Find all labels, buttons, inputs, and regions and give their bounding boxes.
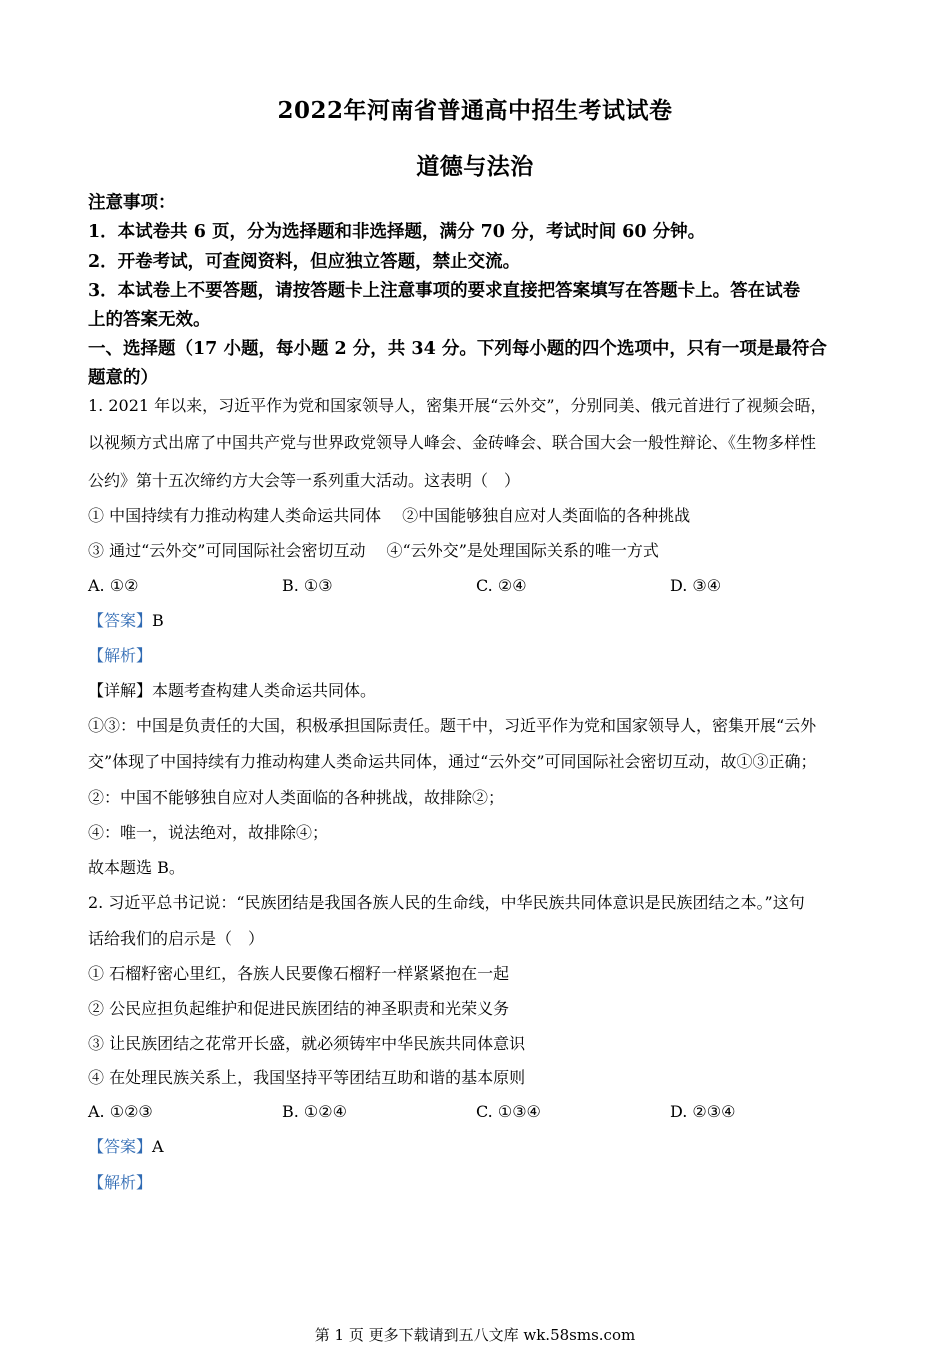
q2-statement-2: ② 公民应担负起维护和促进民族团结的神圣职责和光荣义务 (88, 999, 510, 1018)
page-footer: 第 1 页 更多下载请到五八文库 wk.58sms.com (314, 1326, 636, 1344)
q2-statement-3: ③ 让民族团结之花常开长盛，就必须铸牢中华民族共同体意识 (88, 1034, 526, 1053)
q1-detail-line-6: 故本题选 B。 (88, 858, 185, 877)
answer-tag: 【答案】 (88, 1137, 153, 1156)
q2-analysis-tag: 【解析】 (88, 1173, 153, 1192)
q2-stem-line-1: 2. 习近平总书记说：“民族团结是我国各族人民的生命线，中华民族共同体意识是民族团结之本。”这句 (88, 893, 805, 912)
q1-detail-line-2: ①③：中国是负责任的大国，积极承担国际责任。题干中，习近平作为党和国家领导人，密集开展“云外 (88, 716, 817, 735)
answer-value: B (152, 611, 164, 630)
q1-stem-line-1: 1. 2021 年以来，习近平作为党和国家领导人，密集开展“云外交”，分别同美、俄元首进行了视频会晤， (88, 396, 827, 415)
q2-stem-line-2: 话给我们的启示是（ ） (88, 929, 265, 948)
notice-item-3-line-1: 3．本试卷上不要答题，请按答题卡上注意事项的要求直接把答案填写在答题卡上。答在试卷 (88, 281, 801, 301)
section-heading-line-1: 一、选择题（17 小题，每小题 2 分，共 34 分。下列每小题的四个选项中，只有一项是最符合 (88, 339, 827, 359)
notice-item-2: 2．开卷考试，可查阅资料，但应独立答题，禁止交流。 (88, 252, 521, 272)
exam-title: 2022年河南省普通高中招生考试试卷 (277, 97, 673, 124)
notice-item-3-line-2: 上的答案无效。 (88, 310, 211, 330)
answer-value: A (152, 1137, 164, 1156)
q2-statement-4: ④ 在处理民族关系上，我国坚持平等团结互助和谐的基本原则 (88, 1068, 526, 1087)
q2-statement-1: ① 石榴籽密心里红，各族人民要像石榴籽一样紧紧抱在一起 (88, 964, 510, 983)
q1-analysis-tag: 【解析】 (88, 646, 153, 665)
q1-statements-line-1: ① 中国持续有力推动构建人类命运共同体 ②中国能够独自应对人类面临的各种挑战 (88, 506, 691, 525)
q1-statements-line-2: ③ 通过“云外交”可同国际社会密切互动 ④“云外交”是处理国际关系的唯一方式 (88, 541, 659, 560)
q1-detail-line-1: 【详解】本题考查构建人类命运共同体。 (88, 681, 377, 700)
q1-stem-line-2: 以视频方式出席了中国共产党与世界政党领导人峰会、金砖峰会、联合国大会一般性辩论、《生物多样性 (88, 433, 817, 452)
q1-option-d: D. ③④ (670, 576, 722, 595)
q1-stem-line-3: 公约》第十五次缔约方大会等一系列重大活动。这表明（ ） (88, 471, 521, 490)
q2-option-a: A. ①②③ (88, 1102, 153, 1121)
q1-option-b: B. ①③ (282, 576, 333, 595)
q1-option-a: A. ①② (88, 576, 139, 595)
q2-option-b: B. ①②④ (282, 1102, 347, 1121)
q1-option-c: C. ②④ (476, 576, 527, 595)
q1-detail-line-4: ②：中国不能够独自应对人类面临的各种挑战，故排除②； (88, 788, 505, 807)
q1-detail-line-5: ④：唯一，说法绝对，故排除④； (88, 823, 329, 842)
q2-option-c: C. ①③④ (476, 1102, 541, 1121)
section-heading-line-2: 题意的） (88, 368, 158, 388)
q1-detail-line-3: 交”体现了中国持续有力推动构建人类命运共同体，通过“云外交”可同国际社会密切互动，故①③正确； (88, 752, 817, 771)
notice-item-1: 1．本试卷共 6 页，分为选择题和非选择题，满分 70 分，考试时间 60 分钟。 (88, 222, 706, 242)
q1-answer (88, 611, 164, 631)
notice-heading: 注意事项： (88, 193, 176, 213)
answer-tag: 【答案】 (88, 611, 153, 630)
q2-answer (88, 1137, 164, 1157)
q2-option-d: D. ②③④ (670, 1102, 736, 1121)
subject-title: 道德与法治 (416, 153, 534, 180)
